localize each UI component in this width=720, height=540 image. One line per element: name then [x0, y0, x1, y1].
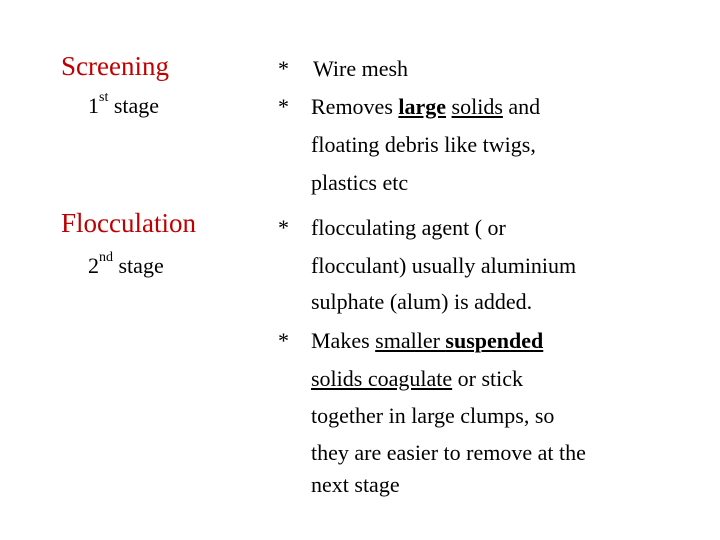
- emphasis-solids: solids: [451, 94, 503, 119]
- text-run: and: [502, 94, 541, 119]
- text-run: Makes: [311, 328, 376, 353]
- flocculation-point-2-line-5: next stage: [311, 472, 400, 497]
- stage-1-word: stage: [113, 93, 160, 118]
- text-run: Removes: [311, 94, 399, 119]
- stage-1-title: Screening: [61, 51, 169, 81]
- stage-2-ordinal: nd: [99, 250, 113, 265]
- flocculation-point-1-line-3: sulphate (alum) is added.: [311, 289, 533, 314]
- stage-1-label: [88, 90, 160, 119]
- flocculation-point-2-line-1: [311, 328, 543, 354]
- screening-point-2-line-3: plastics etc: [311, 170, 409, 195]
- flocculation-point-1-line-1: flocculating agent ( or: [311, 215, 506, 240]
- emphasis-solids-coagulate: solids coagulate: [311, 366, 453, 391]
- emphasis-large: large: [398, 94, 447, 119]
- flocculation-point-2-line-3: together in large clumps, so: [311, 403, 555, 428]
- screening-point-2-line-2: floating debris like twigs,: [311, 132, 536, 157]
- emphasis-suspended: suspended: [445, 328, 544, 353]
- stage-1-ordinal: st: [99, 90, 109, 105]
- bullet-marker: *: [278, 215, 289, 240]
- flocculation-point-1-line-2: flocculant) usually aluminium: [311, 253, 577, 278]
- stage-2-title: Flocculation: [61, 208, 196, 238]
- stage-2-number: 2: [88, 253, 99, 278]
- stage-2-label: [88, 250, 164, 279]
- stage-1-number: 1: [88, 93, 99, 118]
- screening-point-1: Wire mesh: [313, 56, 409, 81]
- bullet-marker: *: [278, 56, 289, 81]
- bullet-marker: *: [278, 328, 289, 353]
- emphasis-smaller: smaller: [375, 328, 446, 353]
- flocculation-point-2-line-2: [311, 366, 523, 392]
- flocculation-point-2-line-4: they are easier to remove at the: [311, 440, 586, 465]
- text-run: or stick: [452, 366, 524, 391]
- stage-2-word: stage: [118, 253, 164, 278]
- screening-point-2-line-1: [311, 94, 540, 120]
- bullet-marker: *: [278, 94, 289, 119]
